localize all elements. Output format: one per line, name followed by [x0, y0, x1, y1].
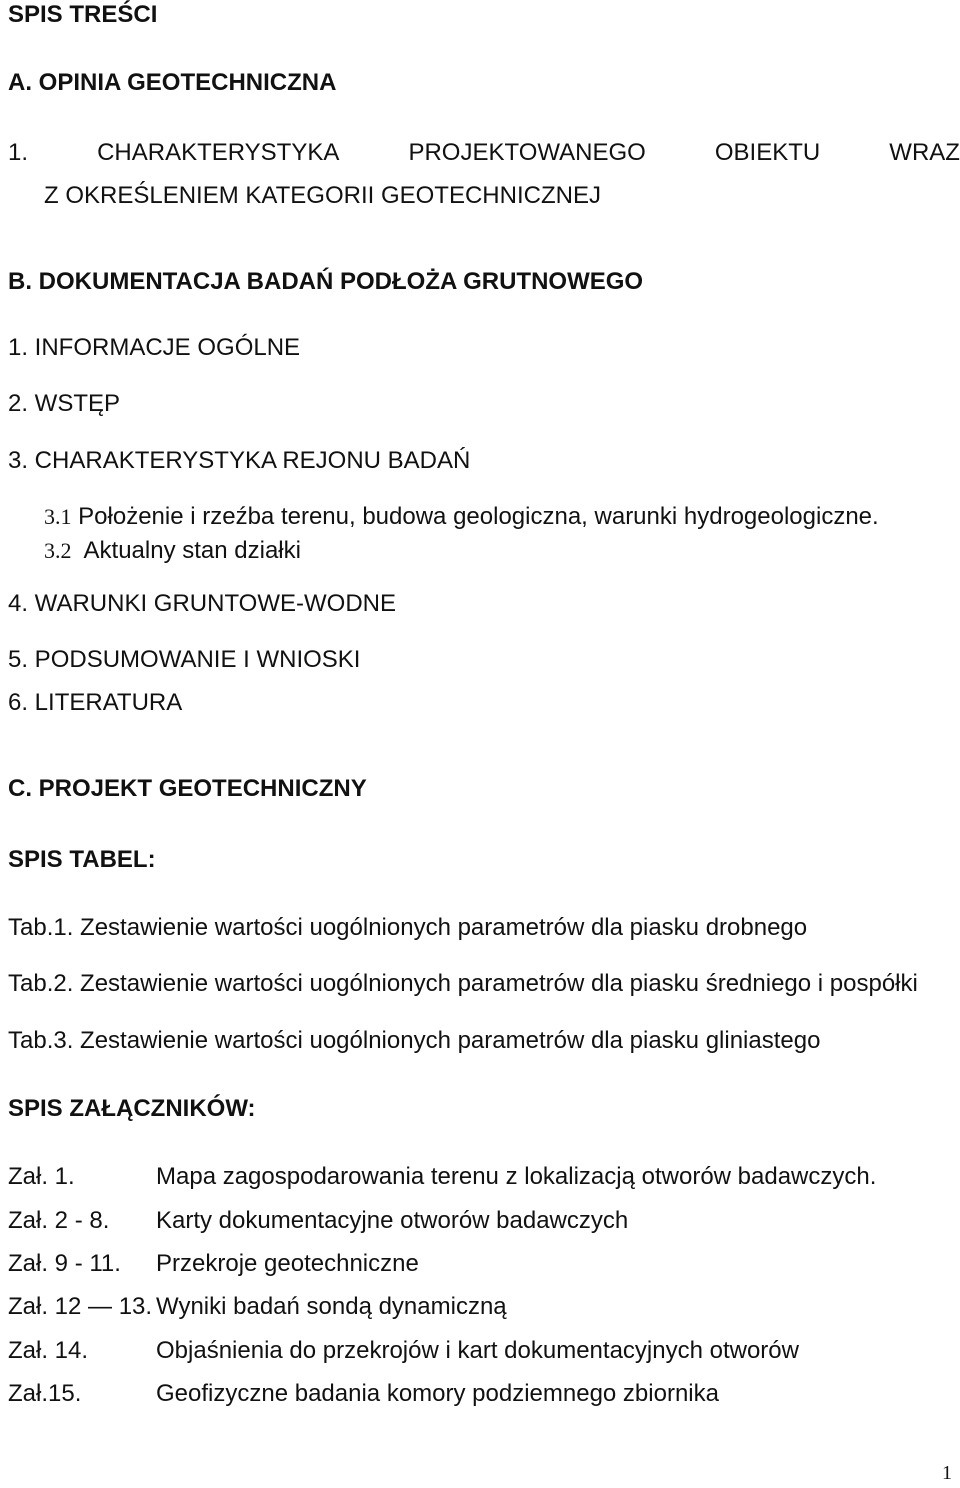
section-c-heading: C. PROJEKT GEOTECHNICZNY [8, 775, 367, 802]
section-b-item: 3. CHARAKTERYSTYKA REJONU BADAŃ [8, 447, 471, 474]
attachments-heading: SPIS ZAŁĄCZNIKÓW: [8, 1095, 256, 1122]
attachment-number: Zał.15. [8, 1380, 82, 1407]
attachment-text: Mapa zagospodarowania terenu z lokalizacją otworów badawczych. [156, 1163, 877, 1190]
attachment-item [8, 1336, 799, 1366]
attachment-item [8, 1206, 628, 1236]
section-b-item: 4. WARUNKI GRUNTOWE-WODNE [8, 590, 396, 617]
attachment-text: Przekroje geotechniczne [156, 1250, 419, 1277]
section-a-item-1 [8, 138, 960, 168]
section-b-subitem [44, 536, 301, 566]
section-b-item: 5. PODSUMOWANIE I WNIOSKI [8, 646, 361, 673]
section-a-item-1-word: CHARAKTERYSTYKA [97, 139, 340, 166]
subitem-number: 3.1 [44, 504, 72, 529]
section-a-item-1-word: WRAZ [889, 139, 960, 166]
table-list-item: Tab.1. Zestawienie wartości uogólnionych parametrów dla piasku drobnego [8, 914, 808, 941]
section-a-item-1-word: 1. [8, 139, 29, 166]
tables-heading: SPIS TABEL: [8, 846, 156, 873]
attachment-text: Objaśnienia do przekrojów i kart dokumentacyjnych otworów [156, 1337, 799, 1364]
section-b-heading: B. DOKUMENTACJA BADAŃ PODŁOŻA GRUTNOWEGO [8, 268, 644, 295]
attachment-item [8, 1292, 507, 1322]
attachment-item [8, 1162, 876, 1192]
attachment-item [8, 1379, 719, 1409]
attachment-text: Wyniki badań sondą dynamiczną [156, 1293, 507, 1320]
section-a-item-1-word: PROJEKTOWANEGO [408, 139, 646, 166]
section-a-item-1-continuation: Z OKREŚLENIEM KATEGORII GEOTECHNICZNEJ [44, 182, 601, 209]
attachment-text: Karty dokumentacyjne otworów badawczych [156, 1207, 629, 1234]
attachment-number: Zał. 2 - 8. [8, 1207, 110, 1234]
attachment-text: Geofizyczne badania komory podziemnego zbiornika [156, 1380, 719, 1407]
table-list-item: Tab.2. Zestawienie wartości uogólnionych parametrów dla piasku średniego i pospółki [8, 970, 918, 997]
attachment-number: Zał. 1. [8, 1163, 75, 1190]
section-b-subitem [44, 502, 879, 532]
section-a-item-1-word: OBIEKTU [714, 139, 821, 166]
attachment-item [8, 1249, 419, 1279]
page-number: 1 [942, 1462, 952, 1484]
attachment-number: Zał. 12 — 13. [8, 1293, 153, 1320]
section-b-item: 2. WSTĘP [8, 390, 121, 417]
attachment-number: Zał. 14. [8, 1337, 89, 1364]
attachment-number: Zał. 9 - 11. [8, 1250, 121, 1277]
toc-title: SPIS TREŚCI [8, 1, 158, 28]
section-b-item: 1. INFORMACJE OGÓLNE [8, 334, 301, 361]
table-list-item: Tab.3. Zestawienie wartości uogólnionych parametrów dla piasku gliniastego [8, 1027, 821, 1054]
subitem-text: Położenie i rzeźba terenu, budowa geologiczna, warunki hydrogeologiczne. [71, 503, 879, 530]
subitem-number: 3.2 [44, 538, 72, 563]
section-b-item: 6. LITERATURA [8, 689, 183, 716]
section-a-heading: A. OPINIA GEOTECHNICZNA [8, 69, 337, 96]
subitem-text: Aktualny stan działki [71, 537, 301, 564]
